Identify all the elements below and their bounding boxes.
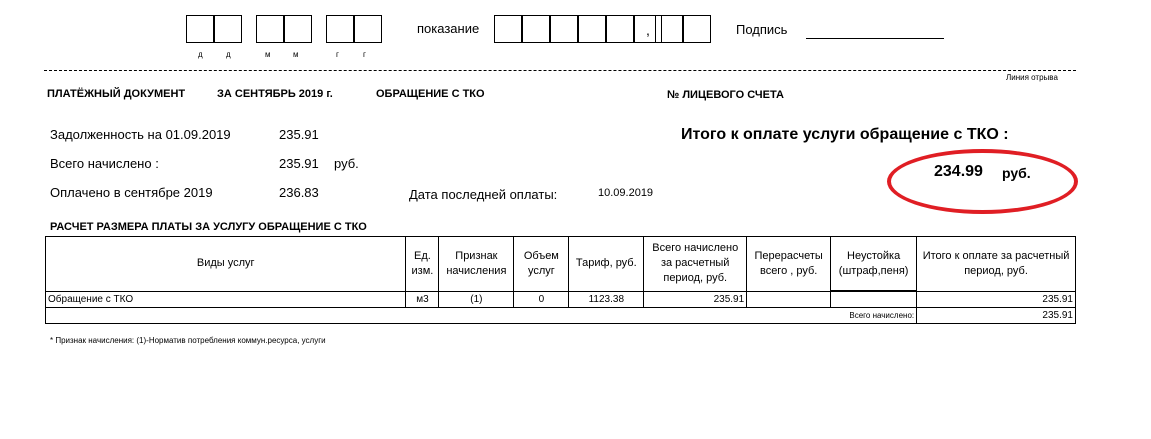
total-amount: 234.99: [934, 163, 983, 180]
date-letter: д: [198, 50, 203, 59]
reading-comma: ,: [646, 22, 650, 38]
reading-digit-box[interactable]: [494, 15, 522, 43]
reading-digit-box[interactable]: [522, 15, 550, 43]
date-day-box-1[interactable]: [186, 15, 214, 43]
cell-service: Обращение с ТКО: [46, 291, 406, 307]
date-letter: г: [363, 50, 366, 59]
debt-value: 235.91: [279, 127, 319, 142]
total-row-value: 235.91: [917, 307, 1076, 323]
reading-label: показание: [417, 21, 480, 36]
total-label: Итого к оплате услуги обращение с ТКО :: [681, 126, 1009, 143]
total-unit: руб.: [1002, 165, 1031, 181]
cell-sign: (1): [439, 291, 514, 307]
footnote: * Признак начисления: (1)-Норматив потребления коммун.ресурса, услуги: [50, 336, 326, 345]
date-letter: м: [293, 50, 299, 59]
calc-table: [45, 236, 1076, 324]
charged-value: 235.91: [279, 156, 319, 171]
col-header-total: Итого к оплате за расчетный период, руб.: [917, 237, 1076, 292]
cell-total: 235.91: [917, 291, 1076, 307]
signature-label: Подпись: [736, 22, 788, 37]
col-header-recalc: Перерасчеты всего , руб.: [747, 237, 831, 292]
cell-penalty: [831, 291, 917, 307]
date-year-box-2[interactable]: [354, 15, 382, 43]
cut-line-label: Линия отрыва: [1006, 73, 1058, 82]
document-period: ЗА СЕНТЯБРЬ 2019 г.: [217, 88, 333, 100]
date-month-box-1[interactable]: [256, 15, 284, 43]
last-payment-label: Дата последней оплаты:: [409, 187, 558, 202]
date-day-box-2[interactable]: [214, 15, 242, 43]
reading-digit-box[interactable]: [550, 15, 578, 43]
date-letter: м: [265, 50, 271, 59]
paid-label: Оплачено в сентябре 2019: [50, 185, 213, 200]
reading-digit-box[interactable]: [578, 15, 606, 43]
col-header-service: Виды услуг: [46, 237, 406, 292]
date-letter: г: [336, 50, 339, 59]
reading-digit-box[interactable]: [606, 15, 634, 43]
charged-unit: руб.: [334, 156, 359, 171]
cell-unit: м3: [406, 291, 439, 307]
total-row-label: Всего начислено:: [46, 307, 917, 323]
col-header-charged: Всего начислено за расчетный период, руб.: [644, 237, 747, 292]
col-header-sign: Признак начисления: [439, 237, 514, 292]
col-header-tariff: Тариф, руб.: [569, 237, 644, 292]
date-year-box-1[interactable]: [326, 15, 354, 43]
cell-charged: 235.91: [644, 291, 747, 307]
document-service: ОБРАЩЕНИЕ С ТКО: [376, 88, 485, 100]
reading-decimal-box[interactable]: [683, 15, 711, 43]
col-header-volume: Объем услуг: [514, 237, 569, 292]
debt-label: Задолженность на 01.09.2019: [50, 127, 231, 142]
signature-line[interactable]: [806, 38, 944, 39]
table-row: [46, 291, 1076, 307]
calc-table-title: РАСЧЕТ РАЗМЕРА ПЛАТЫ ЗА УСЛУГУ ОБРАЩЕНИЕ С ТКО: [50, 221, 367, 233]
cell-volume: 0: [514, 291, 569, 307]
reading-decimal-box[interactable]: [655, 15, 683, 43]
date-letter: д: [226, 50, 231, 59]
table-total-row: [46, 307, 1076, 323]
last-payment-date: 10.09.2019: [598, 187, 654, 199]
total-highlight-ellipse: [887, 149, 1078, 214]
charged-label: Всего начислено :: [50, 156, 159, 171]
date-month-box-2[interactable]: [284, 15, 312, 43]
cut-line: [44, 70, 1076, 71]
col-header-unit: Ед. изм.: [406, 237, 439, 292]
account-number-label: № ЛИЦЕВОГО СЧЕТА: [667, 89, 784, 101]
cell-tariff: 1123.38: [569, 291, 644, 307]
document-title: ПЛАТЁЖНЫЙ ДОКУМЕНТ: [47, 88, 186, 100]
paid-value: 236.83: [279, 185, 319, 200]
col-header-penalty: Неустойка (штраф,пеня): [831, 237, 917, 292]
cell-recalc: [747, 291, 831, 307]
